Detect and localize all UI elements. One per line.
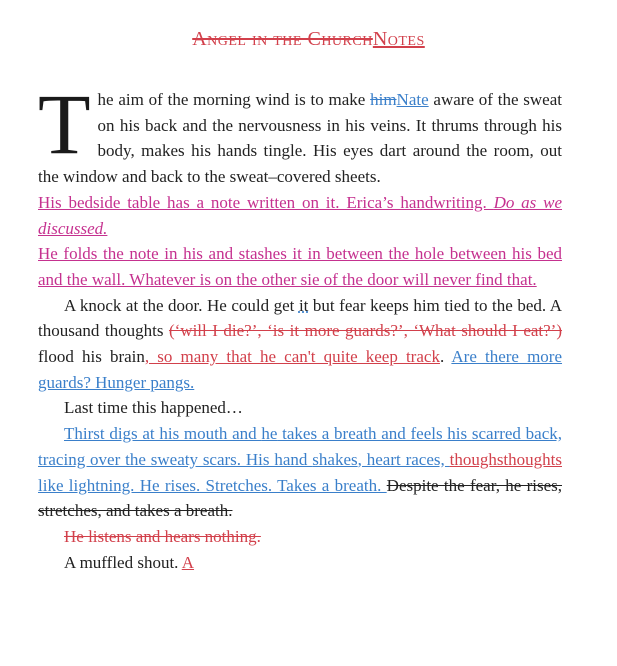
p4-deleted-quotes: (‘will I die?’, ‘is it more guards?’, ‘What should I eat?’) [168, 321, 563, 341]
document-title [0, 28, 617, 51]
p4-it: it [298, 295, 309, 315]
paragraph-2 [38, 190, 562, 241]
paragraph-7 [38, 524, 562, 550]
p6-shakes: shakes [312, 449, 358, 469]
paragraph-4 [38, 293, 562, 396]
title-deleted-text: Angel in the Church [192, 28, 373, 50]
p4-text-b: but fear keeps him tied to the bed. A thousand thoughts [38, 295, 562, 341]
p6-text-d: like lightning. He rises. Stretches. Takes a breath. [38, 475, 387, 495]
p6-he: he [261, 424, 278, 444]
p6-text-a: Thirst digs at his mouth and [64, 424, 262, 444]
p3-text: He folds the note in his and stashes it in between the hole between his bed and the wall. Whatever is on the other sie of the door will never find that. [38, 244, 562, 289]
title-inserted-text: Notes [372, 28, 425, 50]
p8-text-b: A [181, 552, 195, 572]
p5-text: Last time this happened… [64, 398, 243, 418]
p4-text-a: A knock at the door. He could get [64, 295, 299, 315]
paragraph-6 [38, 421, 562, 524]
p6-deleted: Despite the fear, he rises, stretches, and takes a breath. [38, 475, 562, 521]
p4-blue-insertion: Are there more guards? Hunger pangs. [38, 347, 563, 392]
p8-text-a: A muffled shout. [64, 552, 182, 572]
document-body[interactable] [38, 76, 563, 575]
p4-red-insertion: , so many that he can't quite keep track [144, 347, 440, 367]
p4-text-d: . [439, 347, 452, 367]
drop-cap: T [38, 76, 91, 172]
p6-text-b: takes a breath and feels his scarred back, tracing over the sweaty scars. His hand [38, 424, 562, 469]
p6-thoughts: thoughsthoughts [449, 449, 562, 469]
paragraph-1 [38, 76, 563, 190]
p6-text-c: , heart races, [357, 449, 450, 469]
paragraph-3 [38, 241, 562, 292]
p1-deleted-him: him [370, 90, 397, 109]
p1-text-a: he aim of the morning wind is to make [97, 90, 371, 109]
p2-italic-note: Do as we discussed. [38, 192, 563, 238]
p1-inserted-nate: Nate [396, 90, 429, 109]
p7-deleted: He listens and hears nothing. [64, 526, 261, 546]
p2-text-a: His bedside table has a note written on it. Erica’s handwriting. [38, 192, 494, 212]
p4-text-c: flood his brain [38, 347, 145, 367]
paragraph-5 [38, 395, 562, 421]
paragraph-8 [38, 550, 562, 576]
p1-text-b: aware of the sweat on his back and the nervousness in his veins. It thrums through his body, makes his hands tingle. His eyes dart around the room, out the window and back to the sweat–covered sheets. [38, 90, 563, 187]
